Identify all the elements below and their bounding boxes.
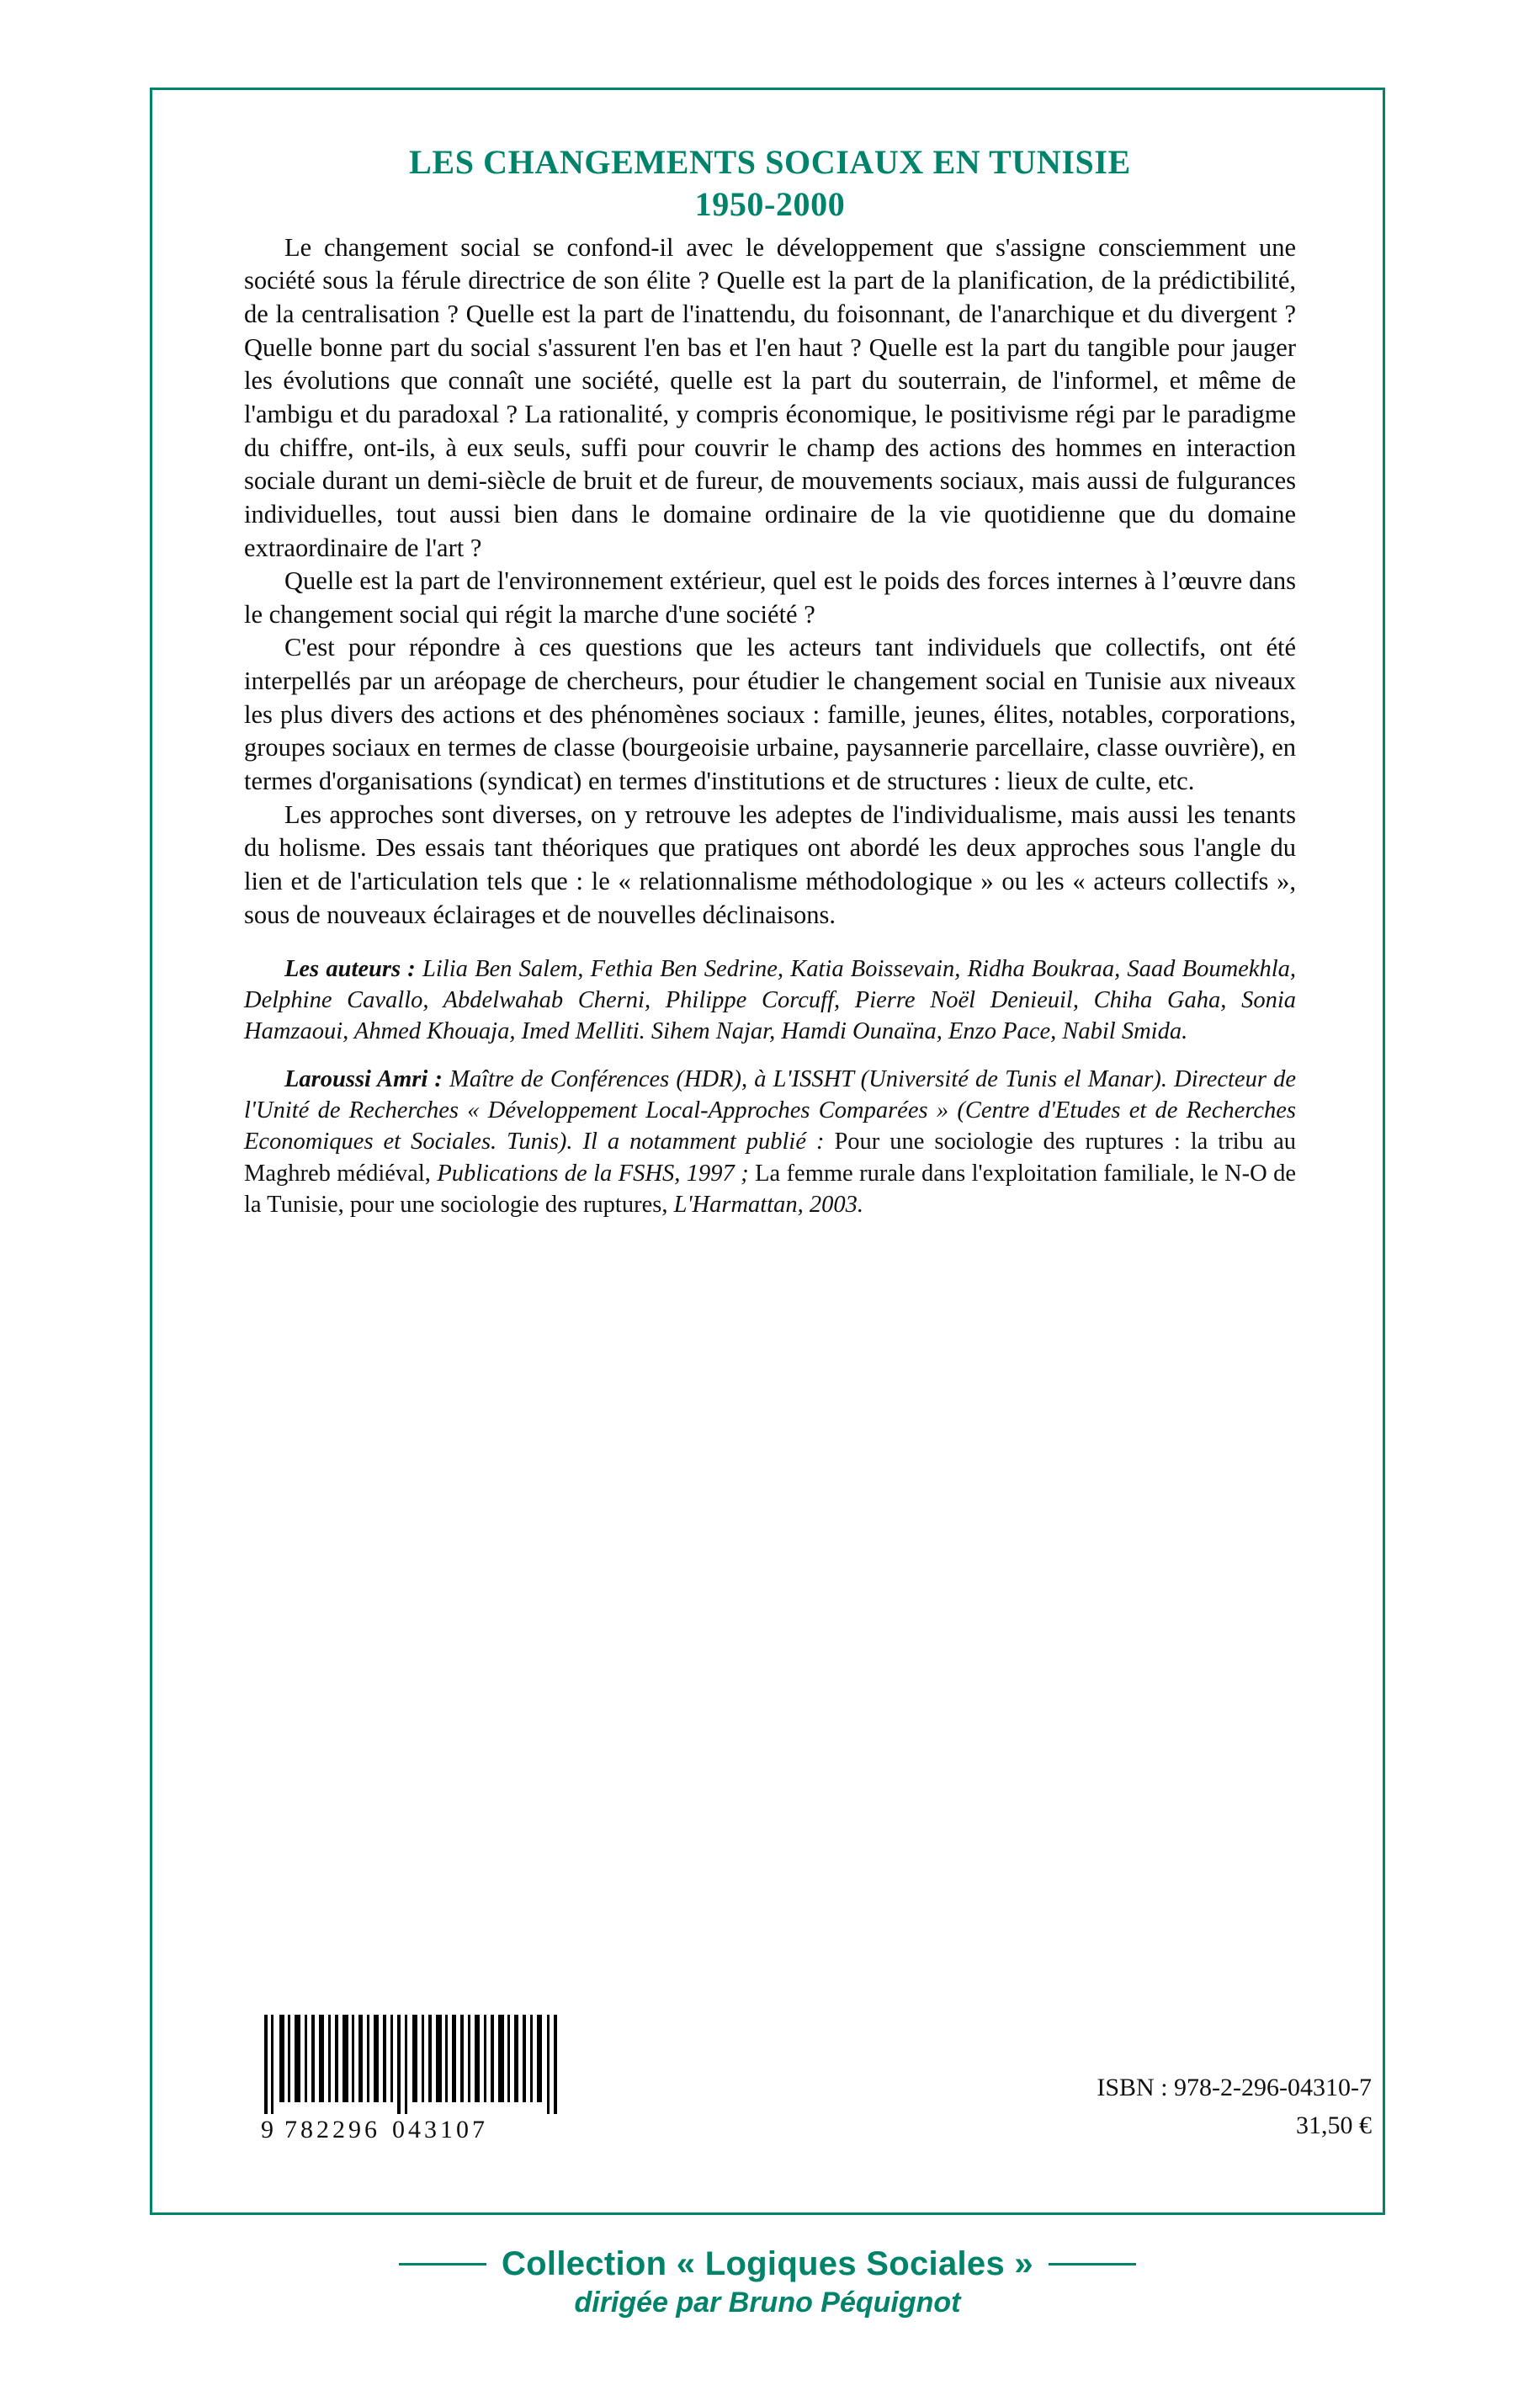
editor-bio-1: Maître de Conférences (HDR), à L'ISSHT (Université de Tunis el Manar). Directeur de l'Unité de Recherches « Développement Local-Approches Comparées » (Centre d'Etudes et de Recherches Economiques et Sociales. Tunis). Il a notamment publié :: [244, 1066, 1296, 1155]
price-label: 31,50 €: [1296, 2111, 1372, 2139]
blurb-paragraph-2: Quelle est la part de l'environnement extérieur, quel est le poids des forces internes à l’œuvre dans le changement social qui régit la marche d'une société ?: [244, 566, 1296, 629]
barcode-block: [261, 2015, 572, 2144]
title-line-1: LES CHANGEMENTS SOCIAUX EN TUNISIE: [409, 143, 1131, 181]
title-line-2: 1950-2000: [694, 185, 846, 224]
rule-left: [399, 2263, 486, 2265]
editor-label: Laroussi Amri :: [284, 1066, 443, 1093]
blurb-text: [244, 231, 1296, 932]
barcode-digits: [261, 2116, 572, 2144]
authors-names: Lilia Ben Salem, Fethia Ben Sedrine, Katia Boissevain, Ridha Boukraa, Saad Boumekhla, Delphine Cavallo, Abdelwahab Cherni, Philippe Corcuff, Pierre Noël Denieuil, Chiha Gaha, Sonia Hamzaoui, Ahmed Khouaja, Imed Melliti. Sihem Najar, Hamdi Ounaïna, Enzo Pace, Nabil Smida.: [244, 956, 1296, 1045]
isbn-number: ISBN : 978-2-296-04310-7: [1097, 2074, 1372, 2101]
editor-bio-4: La femme rurale dans l'exploitation familiale, le N-O de la Tunisie, pour une sociologie des ruptures,: [244, 1160, 1297, 1218]
collection-name: Collection « Logiques Sociales »: [502, 2245, 1033, 2282]
editor-bio-2: Pour une sociologie des ruptures : la tribu au Maghreb médiéval,: [244, 1129, 1296, 1187]
editor-bio-5: L'Harmattan, 2003.: [673, 1191, 864, 1218]
blurb-paragraph-1: Le changement social se confond-il avec le développement que s'assigne consciemment une société sous la férule directrice de son élite ? Quelle est la part de la planification, de la prédictibilité, de la centralisation ? Quelle est la part de l'inattendu, du foisonnant, de l'anarchique et du divergent ? Quelle bonne part du social s'assurent l'en bas et l'en haut ? Quelle est la part du tangible pour jauger les évolutions que connaît une société, quelle est la part du souterrain, de l'informel, et même de l'ambigu et du paradoxal ? La rationalité, y compris économique, le positivisme régi par le paradigme du chiffre, ont-ils, à eux seuls, suffi pour couvrir le champ des actions des hommes en interaction sociale durant un demi-siècle de bruit et de fureur, de mouvements sociaux, mais aussi de fulgurances individuelles, tout aussi bien dans le domaine ordinaire de la vie quotidienne que du domaine extraordinaire de l'art ?: [244, 232, 1296, 562]
collection-title-line: [150, 2245, 1385, 2283]
barcode-group-1: 782296: [284, 2116, 380, 2143]
blurb-paragraph-4: Les approches sont diverses, on y retrouve les adeptes de l'individualisme, mais aussi les tenants du holisme. Des essais tant théoriques que pratiques ont abordé les deux approches sous l'angle du lien et de l'articulation tels que : le « relationnalisme méthodologique » ou les « acteurs collectifs », sous de nouveaux éclairages et de nouvelles déclinaisons.: [244, 799, 1296, 929]
collection-director: dirigée par Bruno Péquignot: [574, 2287, 961, 2319]
barcode-lead-digit: 9: [261, 2116, 274, 2143]
isbn-block: [1097, 2069, 1372, 2144]
editor-bio-3: Publications de la FSHS, 1997 ;: [437, 1160, 749, 1187]
cover-content: [244, 141, 1296, 1220]
authors-list: [244, 953, 1296, 1047]
collection-footer: [150, 2245, 1385, 2319]
editor-biography: [244, 1064, 1296, 1219]
page-title: [244, 141, 1296, 226]
barcode-group-2: 043107: [392, 2116, 488, 2143]
blurb-paragraph-3: C'est pour répondre à ces questions que les acteurs tant individuels que collectifs, ont été interpellés par un aréopage de chercheurs, pour étudier le changement social en Tunisie aux niveaux les plus divers des actions et des phénomènes sociaux : famille, jeunes, élites, notables, corporations, groupes sociaux en termes de classe (bourgeoisie urbaine, paysannerie parcellaire, classe ouvrière), en termes d'organisations (syndicat) en termes d'institutions et de structures : lieux de culte, etc.: [244, 633, 1296, 796]
authors-label: Les auteurs :: [284, 956, 416, 983]
rule-right: [1049, 2263, 1136, 2265]
barcode-icon: [261, 2015, 569, 2114]
